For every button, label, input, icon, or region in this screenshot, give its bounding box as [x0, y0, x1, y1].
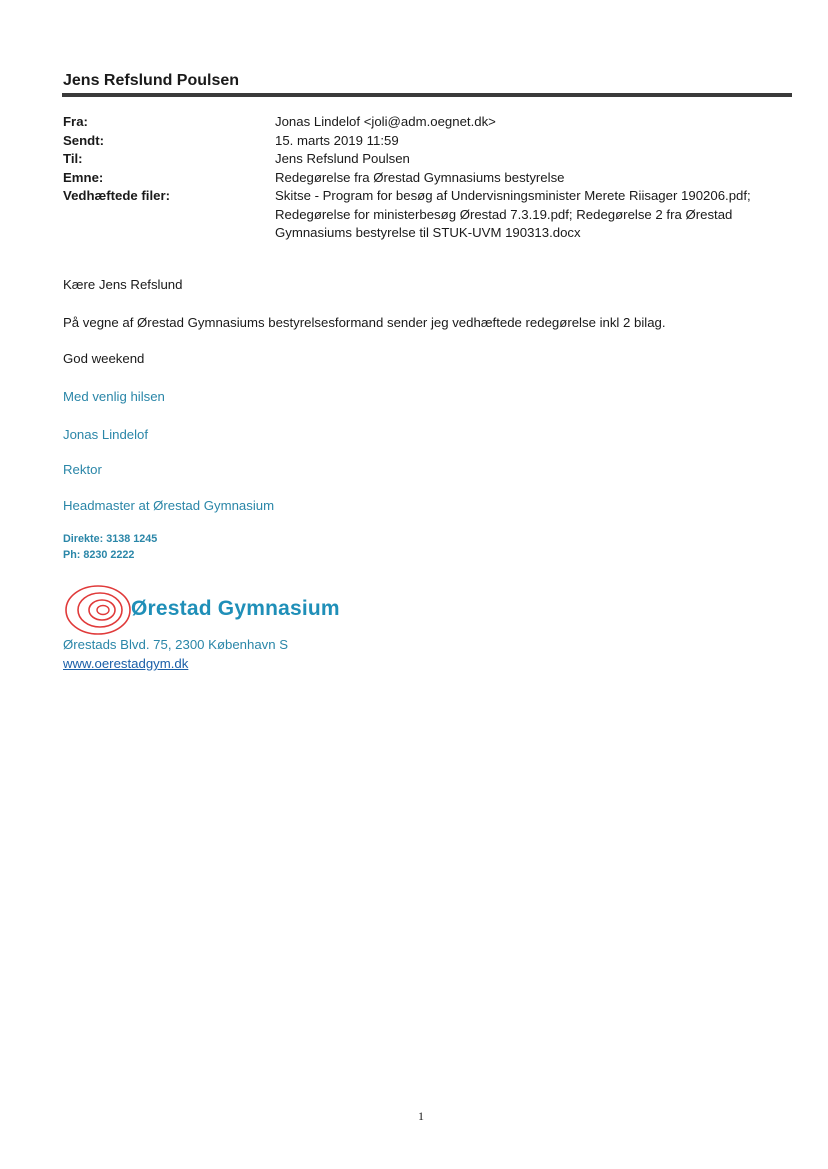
header-value-attachments	[275, 187, 793, 243]
header-row-from	[63, 113, 793, 132]
website-link[interactable]: www.oerestadgym.dk	[63, 656, 189, 671]
logo-wordmark: Ørestad Gymnasium	[131, 597, 340, 620]
header-divider	[62, 93, 792, 97]
attachment-line[interactable]: Gymnasiums bestyrelse til STUK-UVM 190313.docx	[275, 225, 581, 240]
signature-phone: Ph: 8230 2222	[63, 549, 135, 561]
email-headers	[63, 113, 793, 243]
page-number: 1	[418, 1109, 424, 1123]
header-row-attachments	[63, 187, 793, 243]
header-row-sent	[63, 132, 793, 151]
school-logo	[62, 582, 352, 638]
attachment-line[interactable]: Skitse - Program for besøg af Undervisningsminister Merete Riisager 190206.pdf;	[275, 188, 751, 203]
mailbox-owner-name: Jens Refslund Poulsen	[63, 72, 240, 89]
signature-name: Jonas Lindelof	[63, 427, 149, 442]
email-closing: God weekend	[63, 351, 145, 366]
signature-title: Rektor	[63, 462, 102, 477]
attachment-line[interactable]: Redegørelse for ministerbesøg Ørestad 7.3.19.pdf; Redegørelse 2 fra Ørestad	[275, 206, 733, 222]
signature-address: Ørestads Blvd. 75, 2300 København S	[63, 637, 289, 652]
signature-headmaster: Headmaster at Ørestad Gymnasium	[63, 498, 275, 513]
email-greeting: Kære Jens Refslund	[63, 277, 183, 292]
logo-rings-icon	[62, 582, 132, 638]
signature-direct-phone: Direkte: 3138 1245	[63, 533, 158, 545]
header-value-from: Jonas Lindelof <joli@adm.oegnet.dk>	[275, 114, 496, 129]
header-label-subject: Emne:	[63, 169, 104, 185]
header-label-to: Til:	[63, 151, 83, 166]
signature-regards: Med venlig hilsen	[63, 389, 165, 404]
header-value-to: Jens Refslund Poulsen	[275, 151, 410, 166]
header-row-subject	[63, 169, 793, 188]
header-value-sent: 15. marts 2019 11:59	[275, 132, 399, 148]
header-label-from: Fra:	[63, 114, 88, 129]
header-value-subject: Redegørelse fra Ørestad Gymnasiums bestyrelse	[275, 169, 565, 185]
header-label-attachments: Vedhæftede filer:	[63, 188, 170, 203]
email-message: På vegne af Ørestad Gymnasiums bestyrelsesformand sender jeg vedhæftede redegørelse inkl 2 bilag.	[63, 315, 666, 330]
header-row-to	[63, 150, 793, 169]
header-label-sent: Sendt:	[63, 132, 105, 148]
